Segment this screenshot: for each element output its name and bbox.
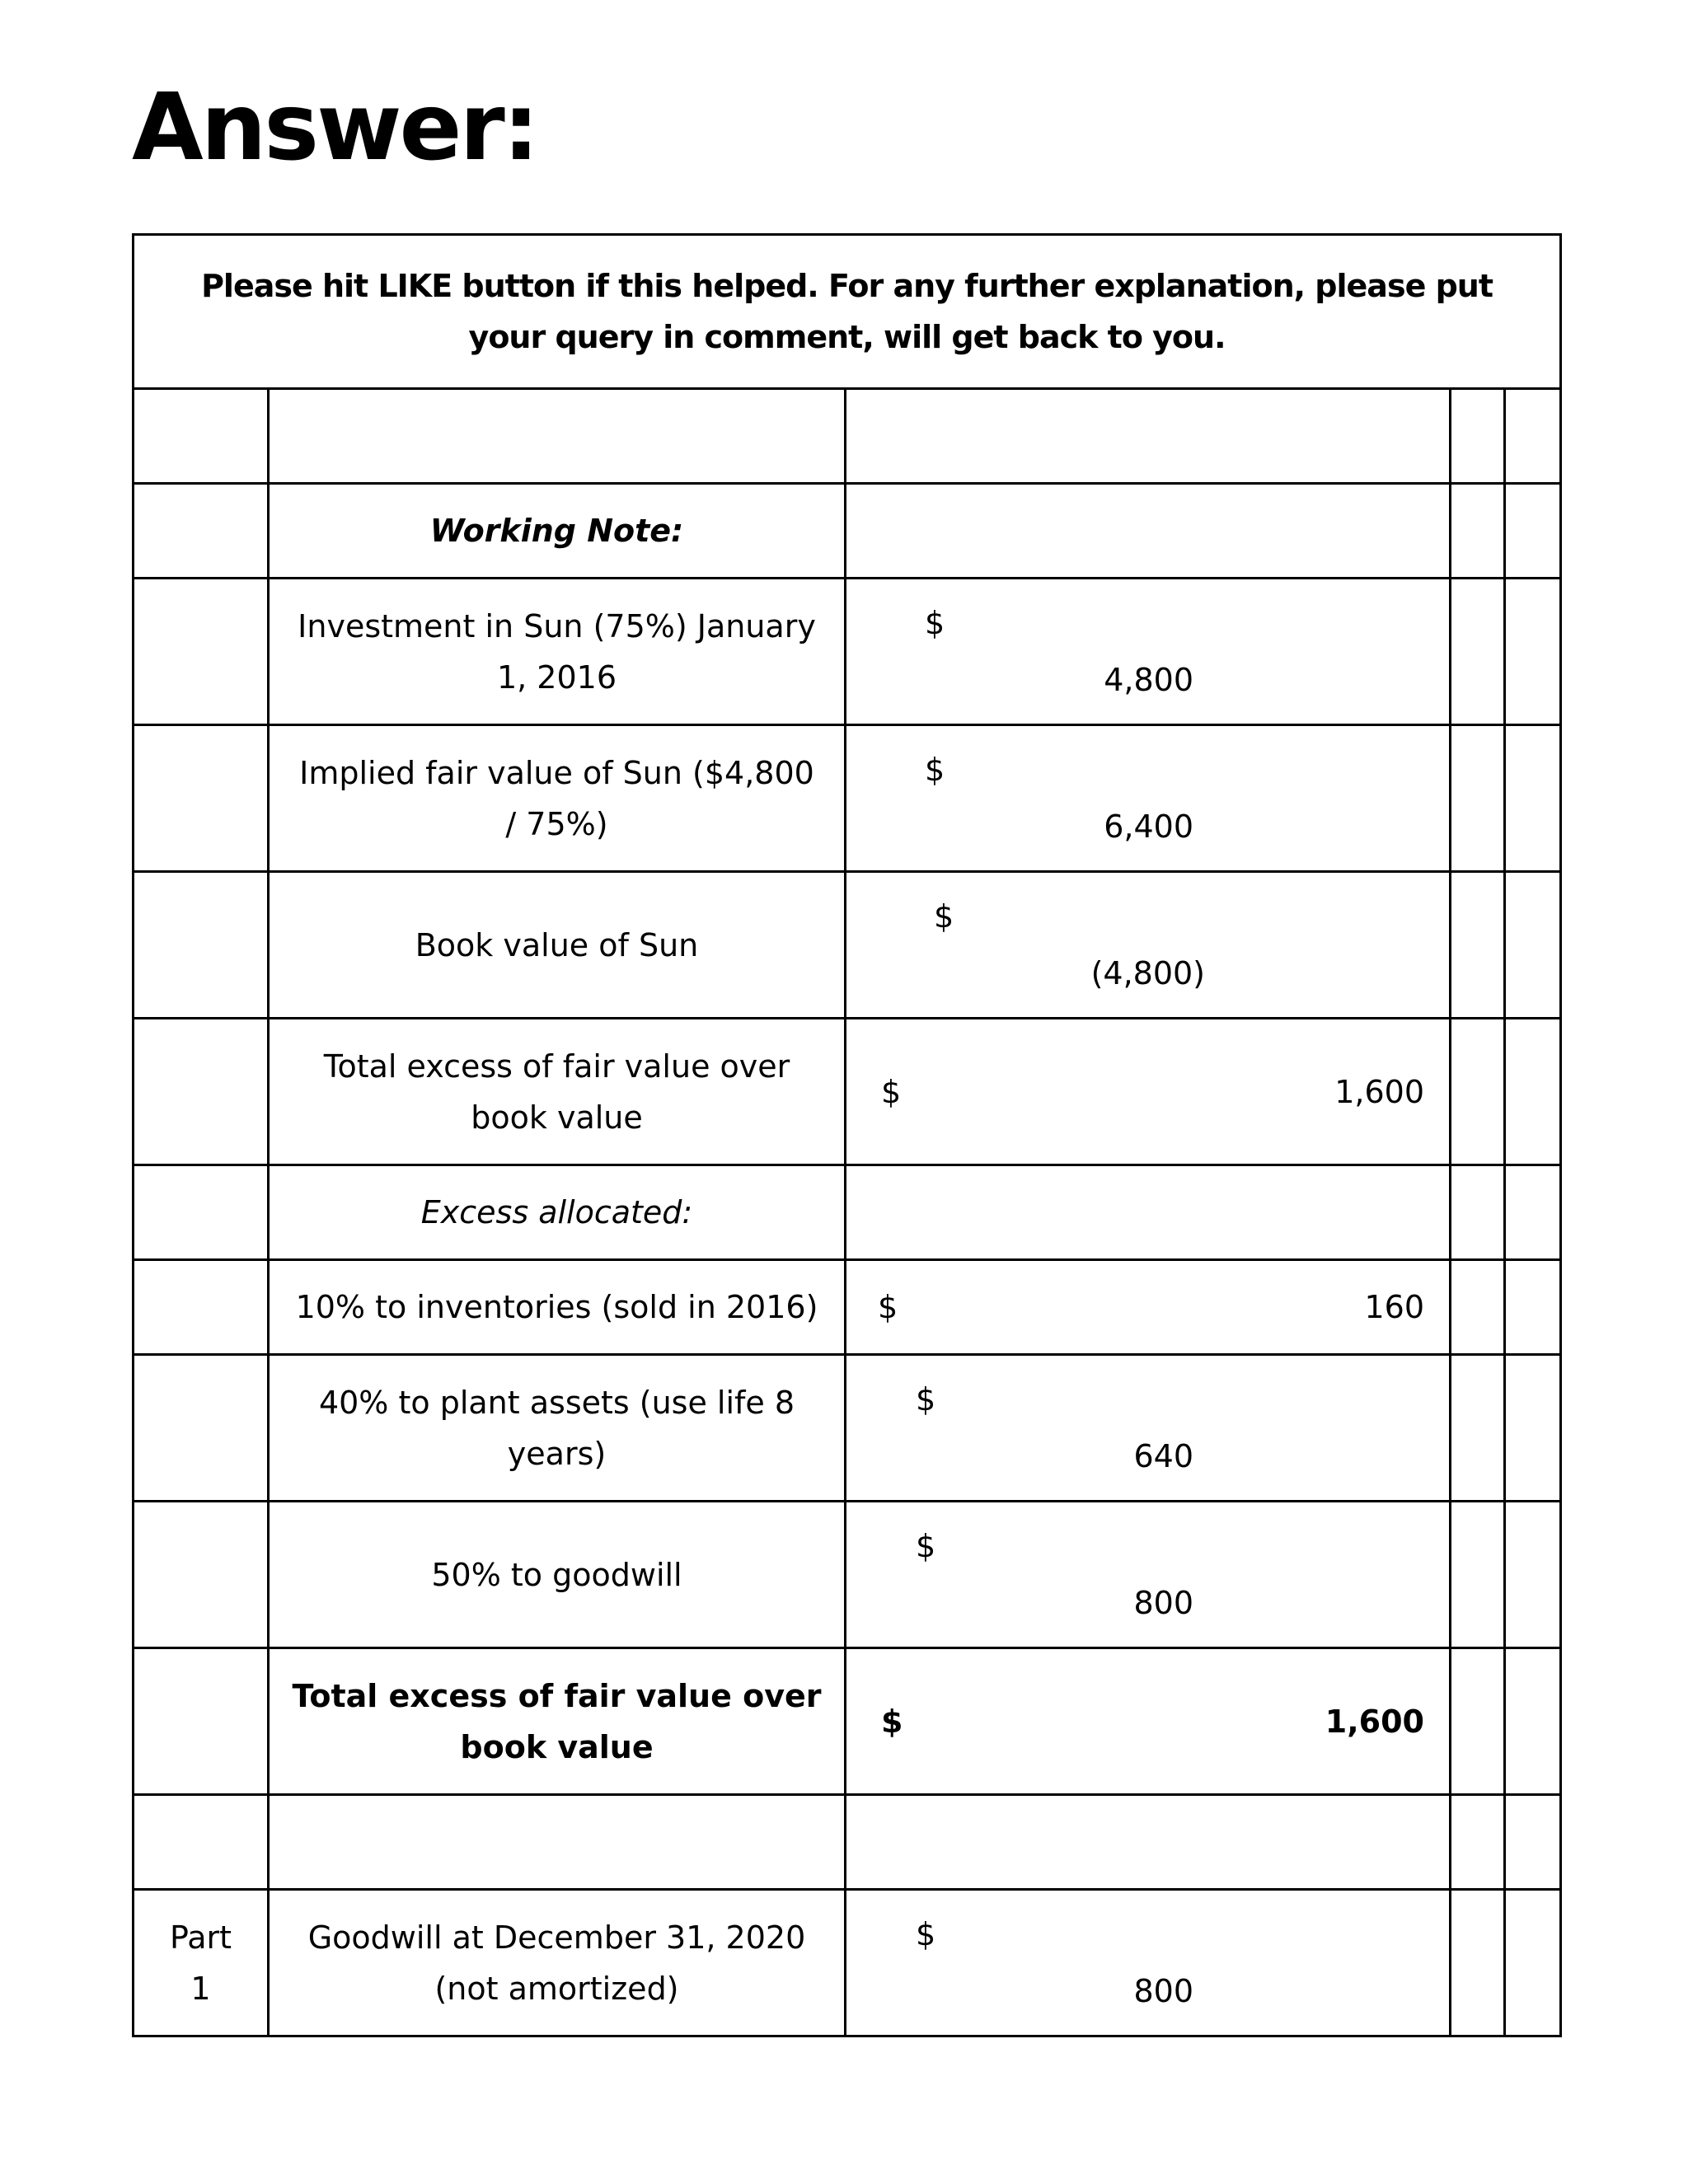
dollar-sign: $ bbox=[878, 1289, 898, 1325]
blank-cell bbox=[1505, 1165, 1561, 1260]
blank-cell bbox=[1451, 1260, 1505, 1355]
amount-cell bbox=[846, 1355, 1451, 1502]
blank-cell bbox=[1505, 1019, 1561, 1165]
amount-value: 640 bbox=[1133, 1438, 1193, 1474]
row-label: 10% to inventories (sold in 2016) bbox=[269, 1260, 846, 1355]
amount-cell bbox=[846, 1019, 1451, 1165]
amount-cell bbox=[846, 1165, 1451, 1260]
label-cell bbox=[269, 1795, 846, 1890]
part-label: Part 1 bbox=[134, 1890, 269, 2036]
amount-cell bbox=[846, 725, 1451, 872]
label-cell bbox=[269, 389, 846, 484]
row-label: Book value of Sun bbox=[269, 872, 846, 1019]
page-title: Answer: bbox=[132, 74, 537, 181]
total-row-label: Total excess of fair value over book value bbox=[269, 1648, 846, 1795]
blank-cell bbox=[1451, 1795, 1505, 1890]
answer-table bbox=[132, 233, 1562, 2037]
table-row bbox=[134, 389, 1561, 484]
blank-cell bbox=[1451, 389, 1505, 484]
part-cell bbox=[134, 1019, 269, 1165]
table-row bbox=[134, 1165, 1561, 1260]
table-row bbox=[134, 1648, 1561, 1795]
table-row bbox=[134, 579, 1561, 725]
blank-cell bbox=[1505, 1890, 1561, 2036]
blank-cell bbox=[1505, 1355, 1561, 1502]
amount-value: 4,800 bbox=[1104, 662, 1193, 698]
blank-cell bbox=[1505, 484, 1561, 579]
total-amount-value: 1,600 bbox=[1325, 1703, 1424, 1740]
table-row bbox=[134, 725, 1561, 872]
part-cell bbox=[134, 1165, 269, 1260]
table-row bbox=[134, 1260, 1561, 1355]
blank-cell bbox=[1451, 579, 1505, 725]
part-cell bbox=[134, 1795, 269, 1890]
blank-cell bbox=[1505, 1260, 1561, 1355]
part-cell bbox=[134, 1648, 269, 1795]
part-cell bbox=[134, 725, 269, 872]
dollar-sign: $ bbox=[881, 1703, 903, 1740]
part-cell bbox=[134, 872, 269, 1019]
dollar-sign: $ bbox=[925, 752, 945, 788]
blank-cell bbox=[1451, 1355, 1505, 1502]
row-label: 40% to plant assets (use life 8 years) bbox=[269, 1355, 846, 1502]
blank-cell bbox=[1451, 872, 1505, 1019]
blank-cell bbox=[1505, 1648, 1561, 1795]
row-label: Goodwill at December 31, 2020 (not amortized) bbox=[269, 1890, 846, 2036]
row-label: Investment in Sun (75%) January 1, 2016 bbox=[269, 579, 846, 725]
table-row bbox=[134, 1890, 1561, 2036]
dollar-sign: $ bbox=[881, 1073, 902, 1110]
dollar-sign: $ bbox=[916, 1528, 936, 1564]
blank-cell bbox=[1451, 1165, 1505, 1260]
dollar-sign: $ bbox=[916, 1916, 936, 1952]
amount-value: 160 bbox=[1364, 1289, 1424, 1325]
amount-cell bbox=[846, 1260, 1451, 1355]
part-cell bbox=[134, 579, 269, 725]
row-label: Implied fair value of Sun ($4,800 / 75%) bbox=[269, 725, 846, 872]
amount-cell bbox=[846, 389, 1451, 484]
dollar-sign: $ bbox=[916, 1381, 936, 1418]
table-row bbox=[134, 1795, 1561, 1890]
row-label: Total excess of fair value over book value bbox=[269, 1019, 846, 1165]
blank-cell bbox=[1505, 579, 1561, 725]
amount-value: 6,400 bbox=[1104, 808, 1193, 845]
table-row bbox=[134, 1502, 1561, 1648]
amount-cell bbox=[846, 1890, 1451, 2036]
note-row bbox=[134, 235, 1561, 389]
blank-cell bbox=[1451, 1019, 1505, 1165]
working-note-heading: Working Note: bbox=[269, 484, 846, 579]
part-cell bbox=[134, 1502, 269, 1648]
dollar-sign: $ bbox=[925, 605, 945, 641]
blank-cell bbox=[1505, 725, 1561, 872]
amount-value: 800 bbox=[1133, 1585, 1193, 1621]
amount-value: 800 bbox=[1133, 1973, 1193, 2009]
part-cell bbox=[134, 484, 269, 579]
part-cell bbox=[134, 1260, 269, 1355]
amount-cell bbox=[846, 484, 1451, 579]
blank-cell bbox=[1505, 389, 1561, 484]
part-cell bbox=[134, 1355, 269, 1502]
amount-cell bbox=[846, 1648, 1451, 1795]
table-row bbox=[134, 872, 1561, 1019]
row-label: 50% to goodwill bbox=[269, 1502, 846, 1648]
amount-cell bbox=[846, 1795, 1451, 1890]
blank-cell bbox=[1505, 1502, 1561, 1648]
blank-cell bbox=[1451, 725, 1505, 872]
excess-allocated-heading: Excess allocated: bbox=[269, 1165, 846, 1260]
amount-cell bbox=[846, 872, 1451, 1019]
blank-cell bbox=[1505, 872, 1561, 1019]
amount-cell bbox=[846, 579, 1451, 725]
amount-cell bbox=[846, 1502, 1451, 1648]
blank-cell bbox=[1451, 1890, 1505, 2036]
table-row bbox=[134, 1355, 1561, 1502]
blank-cell bbox=[1451, 1502, 1505, 1648]
amount-value: (4,800) bbox=[1090, 955, 1205, 991]
table-row bbox=[134, 484, 1561, 579]
dollar-sign: $ bbox=[934, 898, 954, 935]
blank-cell bbox=[1451, 1648, 1505, 1795]
blank-cell bbox=[1505, 1795, 1561, 1890]
help-note: Please hit LIKE button if this helped. For any further explanation, please put your query in comment, will get back to you. bbox=[134, 235, 1561, 389]
amount-value: 1,600 bbox=[1334, 1073, 1424, 1110]
part-cell bbox=[134, 389, 269, 484]
blank-cell bbox=[1451, 484, 1505, 579]
table-row bbox=[134, 1019, 1561, 1165]
